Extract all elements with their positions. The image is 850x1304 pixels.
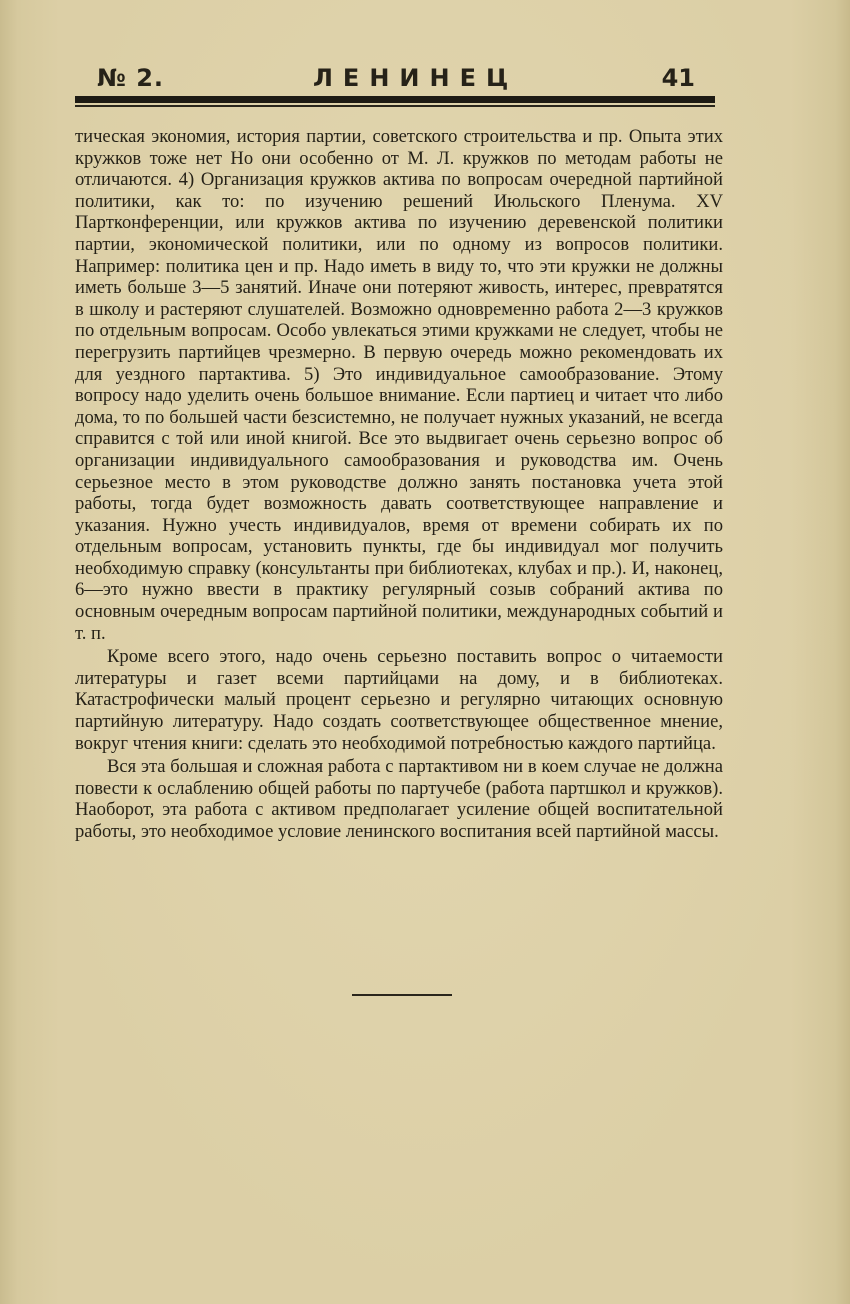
article-end-rule xyxy=(352,994,452,996)
header-rule-thick xyxy=(75,96,715,103)
paragraph-continued: тическая экономия, история партии, советского строительства и пр. Опыта этих кружков тоже нет Но они особенно от М. Л. кружков по методам работы не отличаются. 4) Организация кружков актива по вопросам очередной партийной политики, как то: по изучению решений Июльского Пленума. XV Партконференции, или кружков актива по изучению деревенской политики партии, экономической политики, или по одному из вопросов политики. Например: политика цен и пр. Надо иметь в виду то, что эти кружки не должны иметь больше 3—5 занятий. Иначе они потеряют живость, интерес, превратятся в школу и растеряют слушателей. Возможно одновременно работа 2—3 кружков по отдельным вопросам. Особо увлекаться этими кружками не следует, чтобы не перегрузить партийцев чрезмерно. В первую очередь можно рекомендовать их для уездного партактива. 5) Это индивидуальное самообразование. Этому вопросу надо уделить очень большое внимание. Если партиец и читает что либо дома, то по большей части безсистемно, не получает нужных указаний, не всегда справится с той или иной книгой. Все это выдвигает очень серьезно вопрос об организации индивидуального самообразования и руководства им. Очень серьезное место в этом руководстве должно занять постановка учета этой работы, тогда будет возможность давать соответствующее направление и указания. Нужно учесть индивидуалов, время от времени собирать их по отдельным вопросам, установить пункты, где бы индивидуал мог получить необходимую справку (консультанты при библиотеках, клубах и пр.). И, наконец, 6—это нужно ввести в практику регулярный созыв собраний актива по основным очередным вопросам партийной политики, международных событий и т. п. xyxy=(75,126,723,644)
paragraph-reading: Кроме всего этого, надо очень серьезно поставить вопрос о читаемости литературы и газет всеми партийцами на дому, и в библиотеках. Катастрофически малый процент серьезно и регулярно читающих основную партийную литературу. Надо создать соответствующее общественное мнение, вокруг чтения книги: сделать это необходимой потребностью каждого партийца. xyxy=(75,646,723,754)
article-body xyxy=(75,126,723,843)
issue-number: № 2. xyxy=(97,64,165,92)
running-header xyxy=(75,62,715,96)
header-rule-thin xyxy=(75,105,715,107)
paragraph-conclusion: Вся эта большая и сложная работа с партактивом ни в коем случае не должна повести к ослаблению общей работы по партучебе (работа партшкол и кружков). Наоборот, эта работа с активом предполагает усиление общей воспитательной работы, это необходимое условие ленинского воспитания всей партийной массы. xyxy=(75,756,723,842)
journal-title: ЛЕНИНЕЦ xyxy=(313,64,519,92)
page-number: 41 xyxy=(661,64,695,92)
